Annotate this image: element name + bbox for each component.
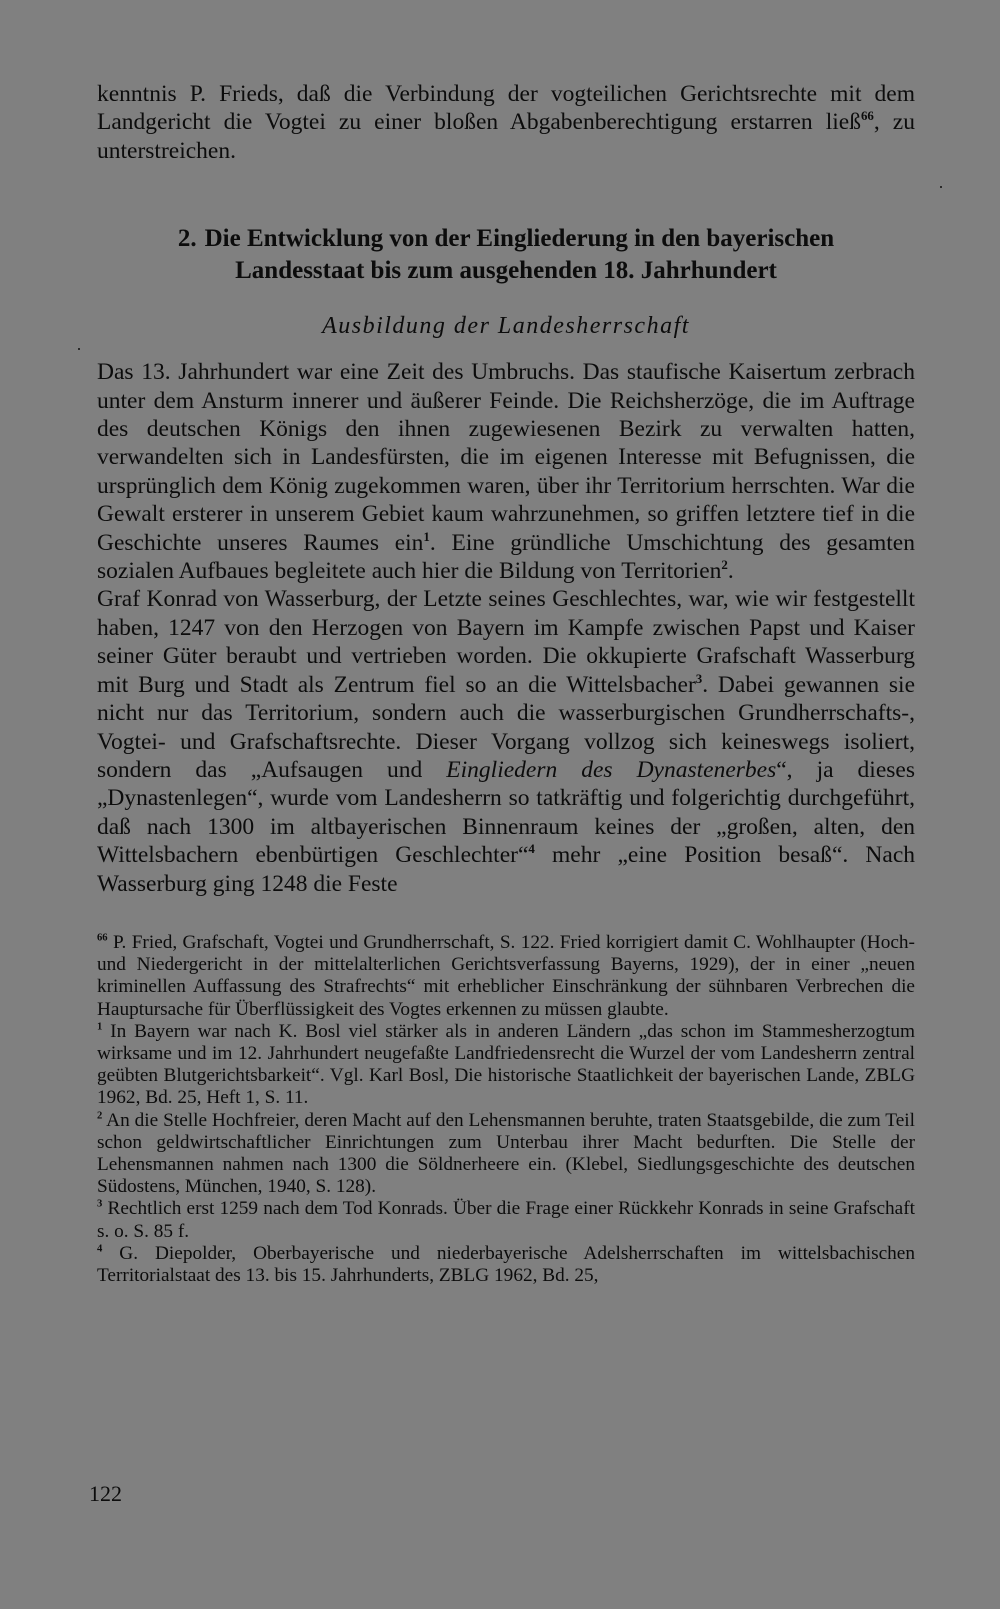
footnote-ref-2: 2 [721,557,728,573]
footnote-66 [97,932,915,1021]
page-number: 122 [89,1481,122,1506]
footnote-mark: 3 [97,1198,103,1210]
section-title-line2: Landesstaat bis zum ausgehenden 18. Jahrhundert [235,257,777,285]
footnote-ref-1: 1 [423,528,430,544]
footnote-text: In Bayern war nach K. Bosl viel stärker als in anderen Ländern „das schon im Stammesherzogtum wirksame und im 12. Jahrhundert neugefaßte Landfriedensrecht die Wurzel der vom Landesherrn zentral geübten Blutgerichtsbarkeit“. Vgl. Karl Bosl, Die historische Staatlichkeit der bayerischen Lande, ZBLG 1962, Bd. 25, Heft 1, S. 11. [97,1020,915,1109]
footnote-mark: 4 [97,1243,103,1255]
intro-text: kenntnis P. Frieds, daß die Verbindung der vogteilichen Gerichtsrechte mit dem Landgericht die Vogtei zu einer bloßen Abgabenberechtigung erstarren ließ [97,81,915,136]
footnote-3 [97,1198,915,1242]
section-title-text1: Die Entwicklung von der Eingliederung in den bayerischen [204,225,835,253]
scan-speck [940,186,942,188]
footnotes [97,932,915,1287]
para1-part3: . [727,558,734,585]
footnote-mark: 2 [97,1110,103,1122]
body-paragraph-2 [97,585,915,897]
footnote-mark: 66 [97,932,108,944]
section-heading [97,223,915,287]
footnote-2 [97,1110,915,1199]
para2-part1: Graf Konrad von Wasserburg, der Letzte seines Geschlechtes, war, wie wir festgestellt haben, 1247 von den Herzogen von Bayern im Kampfe zwischen Papst und Kaiser seiner Güter beraubt und vertrieben worden. Die okkupierte Grafschaft Wasserburg mit Burg und Stadt als Zentrum fiel so an die Wittelsbacher [97,586,915,698]
footnote-ref-4: 4 [528,841,535,857]
para2-part3: “, ja dieses „Dynastenlegen“, wurde vom Landesherrn so tatkräftig und folgerichtig durchgeführt, daß nach 1300 im altbayerischen Binnenraum keines der „großen, alten, den Wittelsbachern ebenbürtigen Geschlechter“ [97,756,915,869]
section-title-line1 [97,223,915,255]
body-paragraph-1 [97,358,915,585]
para1-part1: Das 13. Jahrhundert war eine Zeit des Umbruchs. Das staufische Kaisertum zerbrach unter dem Ansturm innerer und äußerer Feinde. Die Reichsherzöge, die im Auftrage des deutschen Königs den ihnen zugewiesenen Bezirk zu verwalten hatten, verwandelten sich in Landesfürsten, die im eigenen Interesse mit Befugnissen, die ursprünglich dem König zugekommen waren, über ihr Territorium herrschten. War die Gewalt ersterer in unserem Gebiet kaum wahrzunehmen, so griffen letztere tief in die Geschichte unseres Raumes ein [97,359,915,556]
para2-part2: . Dabei gewannen sie nicht nur das Territorium, sondern auch die wasserburgischen Grundherrschafts-, Vogtei- und Grafschaftsrechte. Dieser Vorgang vollzog sich keineswegs isoliert, sondern das „Aufsaugen und [97,671,916,783]
page-content [97,80,915,1287]
scan-speck [78,348,80,350]
footnote-4 [97,1243,915,1287]
para1-part2: . Eine gründliche Umschichtung des gesamten sozialen Aufbaues begleitete auch hier die Bildung von Territorien [97,529,915,585]
footnote-text: An die Stelle Hochfreier, deren Macht auf den Lehensmannen beruhte, traten Staatsgebilde, die zum Teil schon geldwirtschaftlicher Einrichtungen zum Unterbau ihrer Macht bedurften. Die Stelle der Lehensmannen nahmen nach 1300 die Söldnerheere ein. (Klebel, Siedlungsgeschichte des deutschen Südostens, München, 1940, S. 128). [97,1109,915,1198]
footnote-text: G. Diepolder, Oberbayerische und niederbayerische Adelsherrschaften im wittelsbachischen Territorialstaat des 13. bis 15. Jahrhunderts, ZBLG 1962, Bd. 25, [97,1242,915,1286]
footnote-1 [97,1021,915,1110]
footnote-text: Rechtlich erst 1259 nach dem Tod Konrads. Über die Frage einer Rückkehr Konrads in seine Grafschaft s. o. S. 85 f. [97,1198,915,1242]
section-number: 2. [177,225,197,253]
footnote-ref-3: 3 [695,670,703,686]
subheading: Ausbildung der Landesherrschaft [322,313,690,340]
footnote-ref-66: 66 [860,108,874,124]
para2-italic: Eingliedern des Dynastenerbes [446,756,777,783]
intro-paragraph [97,80,915,165]
intro-end: , zu unterstreichen. [97,109,915,164]
footnote-mark: 1 [97,1021,103,1033]
para2-part4: mehr „eine Position besaß“. Nach Wasserburg ging 1248 die Feste [97,842,915,897]
footnote-text: P. Fried, Grafschaft, Vogtei und Grundherrschaft, S. 122. Fried korrigiert damit C. Wohlhaupter (Hoch- und Niedergericht in der mittelalterlichen Gerichtsverfassung Bayerns, 1929), der in einer „neuen kriminellen Auffassung des Strafrechts“ mit erheblicher Einschränkung der sühnbaren Verbrechen die Hauptursache für Überflüssigkeit des Vogtes erkennen zu müssen glaubte. [97,931,915,1020]
